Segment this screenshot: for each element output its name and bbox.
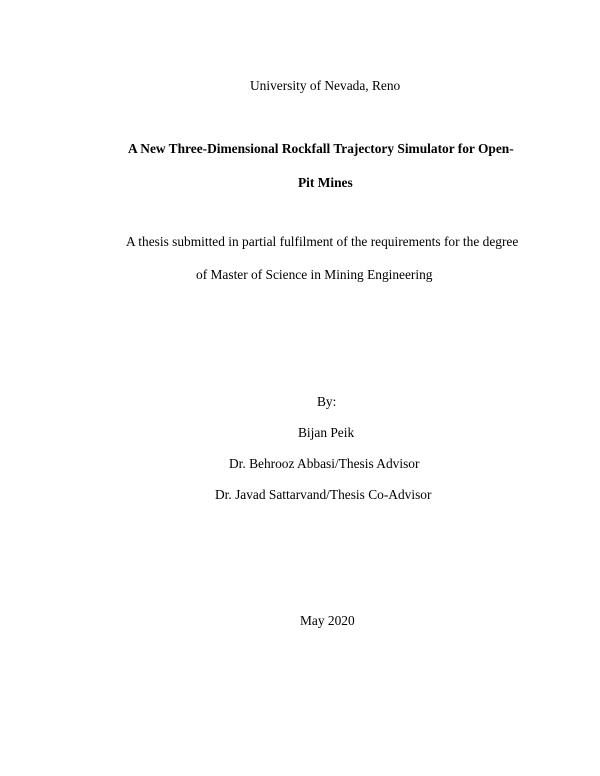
university-name: University of Nevada, Reno	[250, 78, 401, 93]
thesis-title-line-2: Pit Mines	[298, 175, 353, 190]
thesis-advisor: Dr. Behrooz Abbasi/Thesis Advisor	[229, 456, 420, 471]
degree-statement-line-1: A thesis submitted in partial fulfilment of the requirements for the degree	[126, 234, 519, 249]
author-name: Bijan Peik	[298, 425, 355, 440]
thesis-co-advisor: Dr. Javad Sattarvand/Thesis Co-Advisor	[215, 487, 432, 502]
degree-statement-line-2: of Master of Science in Mining Engineering	[196, 267, 433, 282]
thesis-title-line-1: A New Three-Dimensional Rockfall Trajectory Simulator for Open-	[128, 141, 514, 156]
submission-date: May 2020	[300, 613, 355, 628]
by-label: By:	[317, 394, 337, 409]
